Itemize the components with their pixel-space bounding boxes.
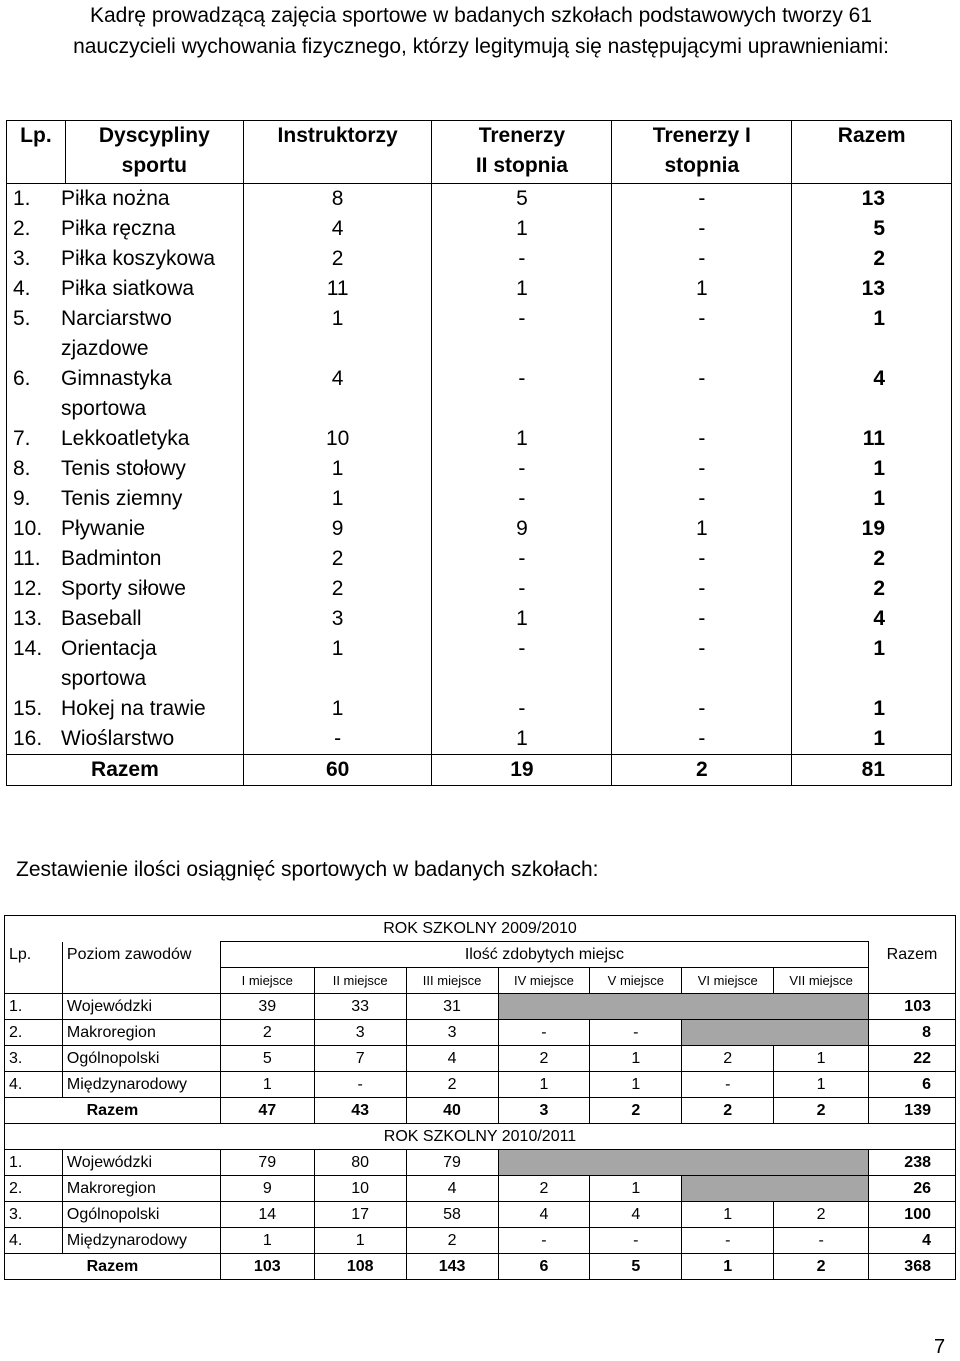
- place-value: 3: [314, 1020, 406, 1046]
- level-name: Ogólnopolski: [62, 1046, 220, 1072]
- table-row: [5, 1176, 956, 1202]
- coaches-2-cell: 1: [432, 724, 612, 755]
- table-row: [5, 1150, 956, 1176]
- coaches-2-cell: -: [432, 634, 612, 694]
- instructors-cell: 10: [243, 424, 432, 454]
- total-place-6: 2: [682, 1098, 774, 1124]
- place-value: -: [682, 1228, 774, 1254]
- discipline-cell: [7, 574, 244, 604]
- grey-empty-cell: [498, 1150, 869, 1176]
- coaches-2-cell: -: [432, 364, 612, 424]
- grey-empty-cell: [682, 1176, 869, 1202]
- row-number: 16.: [13, 727, 43, 750]
- instructors-cell: 8: [243, 184, 432, 215]
- row-total: 4: [869, 1228, 956, 1254]
- intro-line-1: Kadrę prowadzącą zajęcia sportowe w badanych szkołach podstawowych tworzy 61: [89, 4, 873, 27]
- table-row: [7, 244, 952, 274]
- place-7: VII miejsce: [774, 968, 869, 994]
- discipline-name: Baseball: [61, 607, 142, 630]
- header-level: Poziom zawodów: [62, 942, 220, 994]
- place-value: 17: [314, 1202, 406, 1228]
- row-number: 2.: [5, 1020, 63, 1046]
- place-value: 4: [406, 1046, 498, 1072]
- header-row-1: [5, 942, 956, 968]
- place-5: V miejsce: [590, 968, 682, 994]
- table-row: [7, 634, 952, 694]
- coaches-2-cell: -: [432, 304, 612, 364]
- page-number: 7: [934, 1336, 946, 1358]
- coaches-2-cell: 1: [432, 214, 612, 244]
- row-number: 2.: [13, 217, 31, 240]
- total-sum: 139: [869, 1098, 956, 1124]
- coaches-2-cell: 5: [432, 184, 612, 215]
- discipline-name: Hokej na trawie: [61, 697, 206, 720]
- header-total: Razem: [869, 942, 956, 968]
- discipline-name: Piłka ręczna: [61, 217, 176, 240]
- coaches-1-cell: -: [612, 364, 792, 424]
- total-place-7: 2: [774, 1254, 869, 1280]
- discipline-cell: [7, 454, 244, 484]
- coaches-1-cell: -: [612, 544, 792, 574]
- total-cell: 13: [792, 184, 952, 215]
- place-4: IV miejsce: [498, 968, 590, 994]
- table-row: [7, 454, 952, 484]
- row-total: 22: [869, 1046, 956, 1072]
- discipline-name: Pływanie: [61, 517, 146, 540]
- row-number: 3.: [13, 247, 31, 270]
- total-place-4: 3: [498, 1098, 590, 1124]
- row-number: 1.: [13, 187, 31, 210]
- grey-empty-cell: [498, 994, 869, 1020]
- place-value: 2: [774, 1202, 869, 1228]
- row-number: 10.: [13, 517, 43, 540]
- total-cell: 1: [792, 724, 952, 755]
- place-value: 2: [406, 1228, 498, 1254]
- discipline-name: Narciarstwo zjazdowe: [61, 307, 172, 360]
- place-value: 10: [314, 1176, 406, 1202]
- total-cell: 1: [792, 634, 952, 694]
- row-number: 5.: [13, 307, 31, 330]
- level-name: Międzynarodowy: [62, 1072, 220, 1098]
- instructors-cell: 3: [243, 604, 432, 634]
- instructors-cell: -: [243, 724, 432, 755]
- table-header-row: [7, 121, 952, 184]
- row-number: 4.: [5, 1072, 63, 1098]
- discipline-cell: [7, 304, 244, 364]
- place-value: 1: [220, 1228, 314, 1254]
- coaches-1-cell: 1: [612, 274, 792, 304]
- total-sum: 368: [869, 1254, 956, 1280]
- level-name: Międzynarodowy: [62, 1228, 220, 1254]
- total-place-7: 2: [774, 1098, 869, 1124]
- coaches-2-cell: -: [432, 694, 612, 724]
- year-label: ROK SZKOLNY 2009/2010: [5, 916, 956, 942]
- total-place-2: 108: [314, 1254, 406, 1280]
- discipline-cell: [7, 364, 244, 424]
- year-label: ROK SZKOLNY 2010/2011: [5, 1124, 956, 1150]
- level-name: Wojewódzki: [62, 1150, 220, 1176]
- place-value: 33: [314, 994, 406, 1020]
- place-value: 39: [220, 994, 314, 1020]
- discipline-cell: [7, 484, 244, 514]
- coaches-2-cell: 1: [432, 424, 612, 454]
- table-row: [5, 1020, 956, 1046]
- discipline-name: Badminton: [61, 547, 162, 570]
- table-row: [5, 1072, 956, 1098]
- row-number: 12.: [13, 577, 43, 600]
- place-value: 9: [220, 1176, 314, 1202]
- instructors-cell: 1: [243, 304, 432, 364]
- discipline-cell: [7, 184, 244, 215]
- place-value: 79: [406, 1150, 498, 1176]
- row-number: 11.: [13, 547, 41, 570]
- total-place-4: 6: [498, 1254, 590, 1280]
- coaches-1-cell: -: [612, 634, 792, 694]
- total-cell: 2: [792, 574, 952, 604]
- discipline-name: Orientacja sportowa: [61, 637, 157, 690]
- instructors-cell: 11: [243, 274, 432, 304]
- discipline-name: Wioślarstwo: [61, 727, 175, 750]
- coaches-1-cell: -: [612, 724, 792, 755]
- instructors-cell: 4: [243, 364, 432, 424]
- table-row: [7, 724, 952, 755]
- table-row: [5, 1046, 956, 1072]
- header-places: Ilość zdobytych miejsc: [220, 942, 868, 968]
- coaches-2-cell: -: [432, 244, 612, 274]
- table-row: [7, 304, 952, 364]
- place-6: VI miejsce: [682, 968, 774, 994]
- row-number: 4.: [13, 277, 31, 300]
- instructors-cell: 2: [243, 544, 432, 574]
- row-number: 8.: [13, 457, 31, 480]
- total-coaches-1: 2: [612, 755, 792, 786]
- row-total: 103: [869, 994, 956, 1020]
- discipline-name: Tenis stołowy: [61, 457, 186, 480]
- place-2: II miejsce: [314, 968, 406, 994]
- qualifications-table: [6, 120, 952, 786]
- discipline-name: Piłka nożna: [61, 187, 170, 210]
- row-number: 15.: [13, 697, 43, 720]
- place-value: 1: [220, 1072, 314, 1098]
- place-value: -: [498, 1020, 590, 1046]
- discipline-cell: [7, 604, 244, 634]
- total-instructors: 60: [243, 755, 432, 786]
- row-number: 6.: [13, 367, 31, 390]
- total-place-6: 1: [682, 1254, 774, 1280]
- row-number: 2.: [5, 1176, 63, 1202]
- place-value: 1: [590, 1072, 682, 1098]
- place-value: 1: [498, 1072, 590, 1098]
- total-cell: 1: [792, 454, 952, 484]
- col-header-coaches-2: Trenerzy II stopnia: [432, 121, 612, 184]
- table-row: [7, 544, 952, 574]
- place-value: 5: [220, 1046, 314, 1072]
- table-row: [5, 1202, 956, 1228]
- place-value: 14: [220, 1202, 314, 1228]
- place-value: 80: [314, 1150, 406, 1176]
- coaches-1-cell: -: [612, 304, 792, 364]
- place-value: 2: [498, 1046, 590, 1072]
- coaches-2-cell: -: [432, 454, 612, 484]
- place-value: -: [498, 1228, 590, 1254]
- place-3: III miejsce: [406, 968, 498, 994]
- total-place-2: 43: [314, 1098, 406, 1124]
- intro-line-2: nauczycieli wychowania fizycznego, którzy legitymują się następującymi uprawnieniami:: [73, 35, 889, 58]
- discipline-name: Piłka koszykowa: [61, 247, 216, 270]
- total-cell: 1: [792, 694, 952, 724]
- coaches-2-cell: 1: [432, 604, 612, 634]
- place-value: 4: [498, 1202, 590, 1228]
- instructors-cell: 2: [243, 244, 432, 274]
- discipline-cell: [7, 274, 244, 304]
- row-total: 100: [869, 1202, 956, 1228]
- row-number: 1.: [5, 1150, 63, 1176]
- total-cell: 1: [792, 484, 952, 514]
- instructors-cell: 9: [243, 514, 432, 544]
- level-name: Makroregion: [62, 1176, 220, 1202]
- total-cell: 4: [792, 364, 952, 424]
- discipline-cell: [7, 514, 244, 544]
- discipline-cell: [7, 544, 244, 574]
- place-value: 2: [406, 1072, 498, 1098]
- place-value: 1: [590, 1046, 682, 1072]
- coaches-2-cell: 1: [432, 274, 612, 304]
- place-value: 3: [406, 1020, 498, 1046]
- level-name: Wojewódzki: [62, 994, 220, 1020]
- total-cell: 19: [792, 514, 952, 544]
- header-lp: Lp.: [5, 942, 63, 968]
- coaches-1-cell: -: [612, 454, 792, 484]
- place-value: -: [774, 1228, 869, 1254]
- table-row: [7, 604, 952, 634]
- coaches-2-cell: -: [432, 484, 612, 514]
- total-cell: 5: [792, 214, 952, 244]
- instructors-cell: 1: [243, 454, 432, 484]
- coaches-2-cell: -: [432, 544, 612, 574]
- total-cell: 11: [792, 424, 952, 454]
- place-value: 31: [406, 994, 498, 1020]
- header-lp-empty: [5, 968, 63, 994]
- year-row: [5, 916, 956, 942]
- table-row: [5, 994, 956, 1020]
- total-label: Razem: [7, 755, 244, 786]
- discipline-cell: [7, 634, 244, 694]
- total-place-3: 40: [406, 1098, 498, 1124]
- coaches-1-cell: -: [612, 484, 792, 514]
- achievements-table: [4, 915, 956, 1280]
- coaches-1-cell: -: [612, 424, 792, 454]
- coaches-2-cell: -: [432, 574, 612, 604]
- total-label: Razem: [5, 1254, 221, 1280]
- total-cell: 1: [792, 304, 952, 364]
- total-place-5: 2: [590, 1098, 682, 1124]
- discipline-name: Lekkoatletyka: [61, 427, 190, 450]
- row-number: 14.: [13, 637, 43, 660]
- total-sum: 81: [792, 755, 952, 786]
- col-header-total: Razem: [792, 121, 952, 184]
- place-value: 2: [220, 1020, 314, 1046]
- place-value: 4: [590, 1202, 682, 1228]
- total-place-1: 47: [220, 1098, 314, 1124]
- place-value: -: [682, 1072, 774, 1098]
- level-name: Ogólnopolski: [62, 1202, 220, 1228]
- discipline-name: Piłka siatkowa: [61, 277, 195, 300]
- table-row: [7, 424, 952, 454]
- coaches-1-cell: -: [612, 184, 792, 215]
- place-value: 79: [220, 1150, 314, 1176]
- discipline-name: Gimnastyka sportowa: [61, 367, 172, 420]
- table-row: [7, 694, 952, 724]
- col-header-coaches-1: Trenerzy I stopnia: [612, 121, 792, 184]
- table-row: [7, 274, 952, 304]
- total-cell: 13: [792, 274, 952, 304]
- row-total: 26: [869, 1176, 956, 1202]
- discipline-cell: [7, 214, 244, 244]
- total-label: Razem: [5, 1098, 221, 1124]
- total-cell: 2: [792, 544, 952, 574]
- table-row: [7, 364, 952, 424]
- table-row: [7, 184, 952, 215]
- place-value: 7: [314, 1046, 406, 1072]
- place-value: -: [590, 1020, 682, 1046]
- row-total: 6: [869, 1072, 956, 1098]
- place-value: 58: [406, 1202, 498, 1228]
- discipline-name: Tenis ziemny: [61, 487, 183, 510]
- table-row: [7, 574, 952, 604]
- row-number: 13.: [13, 607, 43, 630]
- discipline-cell: [7, 424, 244, 454]
- row-number: 4.: [5, 1228, 63, 1254]
- instructors-cell: 1: [243, 694, 432, 724]
- total-row: [7, 755, 952, 786]
- discipline-cell: [7, 694, 244, 724]
- discipline-cell: [7, 724, 244, 755]
- place-value: 1: [590, 1176, 682, 1202]
- place-value: 2: [682, 1046, 774, 1072]
- header-total-empty: [869, 968, 956, 994]
- total-row: [5, 1098, 956, 1124]
- place-value: 1: [314, 1228, 406, 1254]
- intro-paragraph: [14, 0, 948, 62]
- place-value: -: [590, 1228, 682, 1254]
- place-1: I miejsce: [220, 968, 314, 994]
- coaches-2-cell: 9: [432, 514, 612, 544]
- col-header-instructors: Instruktorzy: [243, 121, 432, 184]
- col-header-discipline: Dyscypliny sportu: [65, 121, 243, 184]
- place-value: 1: [774, 1072, 869, 1098]
- instructors-cell: 1: [243, 484, 432, 514]
- place-value: 1: [682, 1202, 774, 1228]
- row-total: 238: [869, 1150, 956, 1176]
- total-cell: 4: [792, 604, 952, 634]
- year-row: [5, 1124, 956, 1150]
- level-name: Makroregion: [62, 1020, 220, 1046]
- coaches-1-cell: -: [612, 604, 792, 634]
- total-place-3: 143: [406, 1254, 498, 1280]
- row-number: 1.: [5, 994, 63, 1020]
- discipline-name: Sporty siłowe: [61, 577, 186, 600]
- coaches-1-cell: -: [612, 244, 792, 274]
- col-header-lp: Lp.: [7, 121, 66, 184]
- instructors-cell: 4: [243, 214, 432, 244]
- table-row: [5, 1228, 956, 1254]
- grey-empty-cell: [682, 1020, 869, 1046]
- place-value: 2: [498, 1176, 590, 1202]
- table-row: [7, 514, 952, 544]
- achievements-title: Zestawienie ilości osiągnięć sportowych w badanych szkołach:: [16, 858, 599, 881]
- total-cell: 2: [792, 244, 952, 274]
- discipline-cell: [7, 244, 244, 274]
- table-row: [7, 214, 952, 244]
- row-number: 9.: [13, 487, 31, 510]
- place-value: -: [314, 1072, 406, 1098]
- row-number: 3.: [5, 1046, 63, 1072]
- instructors-cell: 2: [243, 574, 432, 604]
- total-coaches-2: 19: [432, 755, 612, 786]
- coaches-1-cell: -: [612, 214, 792, 244]
- coaches-1-cell: -: [612, 694, 792, 724]
- row-total: 8: [869, 1020, 956, 1046]
- row-number: 7.: [13, 427, 31, 450]
- total-row: [5, 1254, 956, 1280]
- place-value: 4: [406, 1176, 498, 1202]
- table-row: [7, 484, 952, 514]
- total-place-5: 5: [590, 1254, 682, 1280]
- place-value: 1: [774, 1046, 869, 1072]
- coaches-1-cell: 1: [612, 514, 792, 544]
- row-number: 3.: [5, 1202, 63, 1228]
- instructors-cell: 1: [243, 634, 432, 694]
- total-place-1: 103: [220, 1254, 314, 1280]
- coaches-1-cell: -: [612, 574, 792, 604]
